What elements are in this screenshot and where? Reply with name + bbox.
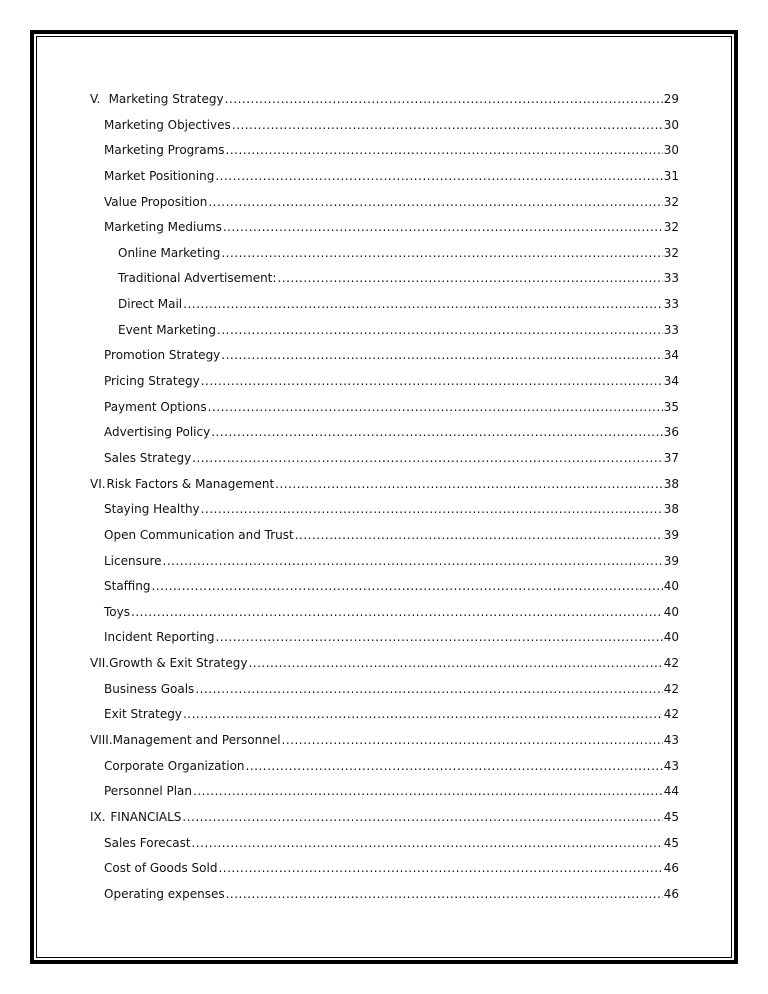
toc-entry-title: Sales Strategy: [104, 450, 192, 465]
toc-entry[interactable]: [90, 343, 679, 369]
toc-entry-title: Payment Options: [104, 399, 207, 414]
toc-page-number: 40: [663, 630, 679, 645]
toc-entry-title: Management and Personnel: [112, 733, 281, 748]
toc-page-number: 39: [663, 553, 679, 568]
toc-page-number: 36: [663, 425, 679, 440]
toc-page-number: 46: [663, 886, 679, 901]
toc-dot-leader: [221, 241, 662, 267]
toc-entry[interactable]: [90, 805, 679, 831]
toc-dot-leader: [192, 831, 663, 857]
toc-dot-leader: [223, 215, 663, 241]
toc-entry[interactable]: [90, 625, 679, 651]
toc-dot-leader: [215, 164, 662, 190]
toc-entry-title: Online Marketing: [118, 245, 221, 260]
toc-dot-leader: [282, 728, 663, 754]
toc-entry-title: Exit Strategy: [104, 707, 182, 722]
toc-page-number: 42: [663, 681, 679, 696]
toc-entry-title: Staying Healthy: [104, 502, 200, 517]
toc-entry[interactable]: [90, 164, 679, 190]
toc-dot-leader: [195, 677, 662, 703]
toc-entry-title: Business Goals: [104, 681, 195, 696]
toc-page-number: 33: [663, 297, 679, 312]
toc-page-number: 42: [663, 707, 679, 722]
toc-entry[interactable]: [90, 600, 679, 626]
toc-page-number: 43: [663, 758, 679, 773]
toc-entry[interactable]: [90, 292, 679, 318]
toc-entry-title: Event Marketing: [118, 322, 216, 337]
toc-entry-title: Growth & Exit Strategy: [109, 656, 248, 671]
toc-dot-leader: [248, 651, 662, 677]
toc-entry-title: Corporate Organization: [104, 758, 245, 773]
toc-page-number: 33: [663, 322, 679, 337]
toc-dot-leader: [217, 318, 663, 344]
toc-section-number: VII.: [90, 656, 110, 671]
toc-dot-leader: [225, 87, 663, 113]
toc-page-number: 46: [663, 861, 679, 876]
toc-entry-title: Cost of Goods Sold: [104, 861, 218, 876]
toc-entry[interactable]: [90, 395, 679, 421]
toc-entry[interactable]: [90, 266, 679, 292]
toc-entry[interactable]: [90, 549, 679, 575]
toc-dot-leader: [183, 702, 663, 728]
toc-page-number: 32: [663, 194, 679, 209]
toc-entry[interactable]: [90, 702, 679, 728]
toc-dot-leader: [232, 113, 663, 139]
toc-entry[interactable]: [90, 241, 679, 267]
toc-entry[interactable]: [90, 523, 679, 549]
toc-entry-title: Advertising Policy: [104, 425, 211, 440]
toc-page-number: 31: [663, 168, 679, 183]
toc-page-number: 43: [663, 733, 679, 748]
toc-dot-leader: [183, 292, 663, 318]
toc-entry[interactable]: [90, 369, 679, 395]
toc-entry-title: Marketing Mediums: [104, 220, 222, 235]
toc-entry[interactable]: [90, 446, 679, 472]
toc-entry-title: Operating expenses: [104, 886, 225, 901]
toc-entry-title: Personnel Plan: [104, 784, 192, 799]
toc-entry-title: FINANCIALS: [110, 809, 182, 824]
toc-dot-leader: [295, 523, 663, 549]
toc-dot-leader: [201, 497, 663, 523]
toc-page-number: 39: [663, 527, 679, 542]
toc-page-number: 34: [663, 374, 679, 389]
toc-page-number: 45: [663, 809, 679, 824]
toc-dot-leader: [275, 472, 663, 498]
toc-dot-leader: [192, 446, 663, 472]
toc-entry-title: Traditional Advertisement:: [118, 271, 277, 286]
toc-page-number: 45: [663, 835, 679, 850]
toc-entry[interactable]: [90, 779, 679, 805]
toc-dot-leader: [208, 190, 662, 216]
toc-entry[interactable]: [90, 138, 679, 164]
toc-page-number: 34: [663, 348, 679, 363]
toc-page-number: 44: [663, 784, 679, 799]
toc-page-number: 38: [663, 502, 679, 517]
toc-section-number: IX.: [90, 809, 106, 824]
toc-page-number: 35: [663, 399, 679, 414]
toc-entry[interactable]: [90, 856, 679, 882]
toc-entry[interactable]: [90, 831, 679, 857]
toc-entry-title: Marketing Programs: [104, 143, 225, 158]
toc-entry[interactable]: [90, 87, 679, 113]
toc-entry-title: Value Proposition: [104, 194, 208, 209]
toc-entry[interactable]: [90, 677, 679, 703]
toc-page-number: 40: [663, 604, 679, 619]
toc-dot-leader: [152, 574, 663, 600]
toc-dot-leader: [182, 805, 662, 831]
toc-dot-leader: [246, 754, 663, 780]
toc-entry[interactable]: [90, 472, 679, 498]
toc-entry-title: Staffing: [104, 579, 151, 594]
toc-entry[interactable]: [90, 190, 679, 216]
toc-page-number: 32: [663, 220, 679, 235]
toc-page-number: 29: [663, 92, 679, 106]
toc-entry-title: Promotion Strategy: [104, 348, 221, 363]
toc-dot-leader: [277, 266, 662, 292]
toc-entry[interactable]: [90, 420, 679, 446]
toc-entry[interactable]: [90, 215, 679, 241]
toc-entry-title: Market Positioning: [104, 168, 215, 183]
toc-dot-leader: [131, 600, 663, 626]
toc-entry-title: Licensure: [104, 553, 162, 568]
toc-page-number: 37: [663, 450, 679, 465]
toc-entry-title: Marketing Objectives: [104, 117, 231, 132]
toc-dot-leader: [193, 779, 663, 805]
toc-entry-title: Direct Mail: [118, 297, 183, 312]
toc-entry-title: Pricing Strategy: [104, 374, 200, 389]
toc-dot-leader: [226, 138, 663, 164]
toc-entry[interactable]: [90, 651, 679, 677]
toc-page-number: 32: [663, 245, 679, 260]
toc-dot-leader: [218, 856, 662, 882]
toc-section-number: VI.: [90, 476, 106, 491]
toc-page-number: 33: [663, 271, 679, 286]
toc-page-number: 30: [663, 143, 679, 158]
toc-page-number: 30: [663, 117, 679, 132]
toc-entry[interactable]: [90, 728, 679, 754]
toc-page-number: 40: [663, 579, 679, 594]
toc-entry-title: Marketing Strategy: [108, 92, 224, 106]
toc-entry-title: Sales Forecast: [104, 835, 191, 850]
toc-entry-title: Open Communication and Trust: [104, 527, 294, 542]
toc-entry[interactable]: [90, 318, 679, 344]
toc-section-number: V.: [90, 92, 101, 106]
toc-dot-leader: [211, 420, 663, 446]
toc-dot-leader: [216, 625, 663, 651]
toc-page-number: 38: [663, 476, 679, 491]
toc-entry-title: Toys: [104, 604, 130, 619]
toc-dot-leader: [221, 343, 662, 369]
toc-entry-title: Risk Factors & Management: [106, 476, 275, 491]
toc-entry[interactable]: [90, 497, 679, 523]
toc-entry[interactable]: [90, 882, 679, 908]
toc-dot-leader: [208, 395, 663, 421]
toc-entry[interactable]: [90, 574, 679, 600]
toc-dot-leader: [226, 882, 663, 908]
table-of-contents: [90, 87, 679, 908]
toc-entry-title: Incident Reporting: [104, 630, 215, 645]
toc-page-number: 42: [663, 656, 679, 671]
toc-dot-leader: [163, 549, 663, 575]
toc-dot-leader: [201, 369, 663, 395]
toc-entry[interactable]: [90, 754, 679, 780]
toc-section-number: VIII.: [90, 733, 113, 748]
toc-entry[interactable]: [90, 113, 679, 139]
